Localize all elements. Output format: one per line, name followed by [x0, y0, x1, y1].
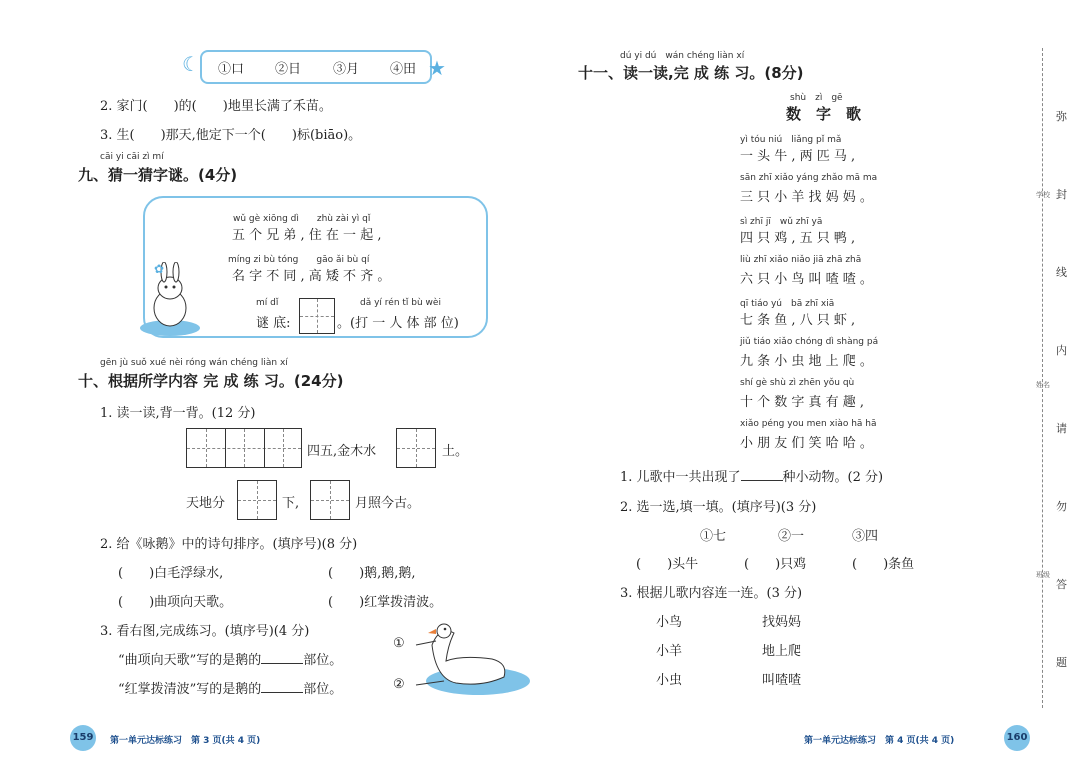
riddle-hint: 。(打 一 人 体 部 位) [337, 316, 459, 331]
match-right-item[interactable]: 找妈妈 [762, 615, 802, 630]
page-number-left: 159 [70, 725, 96, 751]
r-question-3: 3. 根据儿歌内容连一连。(3 分) [620, 586, 803, 601]
r-question-1: 1. 儿歌中一共出现了 种小动物。(2 分) [620, 470, 884, 485]
goose-question-2: “红掌拨清波”写的是鹅的 部位。 [118, 682, 343, 697]
song-line: 一 头 牛 , 两 匹 马 , [740, 149, 856, 164]
footer-left: 第一单元达标练习 第 3 页(共 4 页) [110, 736, 261, 746]
riddle-line1: 五 个 兄 弟 , 住 在 一 起 , [232, 228, 382, 243]
choice-2: ②一 [778, 529, 805, 544]
r-question-2: 2. 选一选,填一填。(填序号)(3 分) [620, 500, 817, 515]
recite-box-2[interactable] [396, 428, 436, 468]
seal-label: 内 [1056, 344, 1067, 357]
riddle-answer-box[interactable] [299, 298, 335, 334]
song-line-pinyin: yì tóu niú liǎng pǐ mǎ [740, 135, 842, 145]
match-left-item[interactable]: 小羊 [656, 644, 683, 659]
poem-line-c: ( )曲项向天歌。 [118, 595, 233, 610]
poem-line-a: ( )白毛浮绿水, [118, 566, 224, 581]
song-line-pinyin: xiǎo péng you men xiào hā hā [740, 419, 877, 429]
recite-box-3[interactable] [237, 480, 277, 520]
riddle-answer-label: 谜 底: [256, 316, 291, 331]
seal-field-label: 姓名 [1036, 381, 1050, 389]
star-icon: ★ [428, 56, 446, 80]
fill-1[interactable]: ( )头牛 [636, 557, 699, 572]
song-line: 七 条 鱼 , 八 只 虾 , [740, 313, 856, 328]
seal-field-label: 学校 [1036, 191, 1050, 199]
option-4: ④田 [390, 62, 417, 77]
riddle-line2-pinyin: míng zi bù tóng gāo ǎi bù qí [228, 255, 370, 265]
match-left-item[interactable]: 小鸟 [656, 615, 683, 630]
song-title: 数 字 歌 [786, 105, 862, 123]
rabbit-illustration [138, 262, 206, 338]
seal-label: 封 [1056, 188, 1067, 201]
question-2: 2. 家门( )的( )地里长满了禾苗。 [100, 99, 332, 114]
goose-marker-2: ② [393, 677, 405, 692]
goose-illustration [392, 615, 532, 697]
song-line-pinyin: jiǔ tiáo xiǎo chóng dì shàng pá [740, 337, 879, 347]
song-line: 九 条 小 虫 地 上 爬 。 [740, 354, 873, 369]
s10-question-1: 1. 读一读,背一背。(12 分) [100, 406, 256, 421]
footer-right: 第一单元达标练习 第 4 页(共 4 页) [804, 736, 955, 746]
section9-pinyin: cāi yi cāi zì mí [100, 152, 164, 162]
seal-label: 题 [1056, 656, 1067, 669]
match-right-item[interactable]: 叫喳喳 [762, 673, 802, 688]
seal-label: 弥 [1056, 110, 1067, 123]
fill-3[interactable]: ( )条鱼 [852, 557, 915, 572]
song-line-pinyin: liù zhī xiǎo niǎo jiā zhā zhā [740, 255, 862, 265]
s10-question-3: 3. 看右图,完成练习。(填序号)(4 分) [100, 624, 310, 639]
seal-label: 请 [1056, 422, 1067, 435]
recite-boxes-row1[interactable] [186, 428, 302, 468]
match-left-item[interactable]: 小虫 [656, 673, 683, 688]
choice-1: ①七 [700, 529, 727, 544]
moon-icon: ☾ [182, 52, 200, 76]
song-line: 小 朋 友 们 笑 哈 哈 。 [740, 436, 873, 451]
riddle-hint-pinyin: dǎ yí rén tǐ bù wèi [360, 298, 441, 308]
choice-3: ③四 [852, 529, 879, 544]
song-line: 六 只 小 鸟 叫 喳 喳 。 [740, 272, 873, 287]
s10-question-2: 2. 给《咏鹅》中的诗句排序。(填序号)(8 分) [100, 537, 358, 552]
question-3: 3. 生( )那天,他定下一个( )标(biāo)。 [100, 128, 362, 143]
song-line-pinyin: sān zhī xiǎo yáng zhǎo mā ma [740, 173, 878, 183]
song-line-pinyin: sì zhī jī wǔ zhī yā [740, 217, 823, 227]
match-right-item[interactable]: 地上爬 [762, 644, 802, 659]
section10-title: 十、根据所学内容 完 成 练 习。(24分) [78, 372, 344, 390]
song-line: 三 只 小 羊 找 妈 妈 。 [740, 190, 873, 205]
section10-pinyin: gēn jù suǒ xué nèi róng wán chéng liàn xí [100, 358, 288, 368]
seal-field-label: 班级 [1036, 571, 1050, 579]
recite-box-4[interactable] [310, 480, 350, 520]
recite-text-1b: 土。 [442, 444, 469, 459]
recite-text-2a: 天地分 [186, 496, 226, 511]
song-line: 十 个 数 字 真 有 趣 , [740, 395, 865, 410]
seal-label: 线 [1056, 266, 1067, 279]
section11-title: 十一、读一读,完 成 练 习。(8分) [578, 64, 804, 82]
song-line-pinyin: shí gè shù zì zhēn yǒu qù [740, 378, 855, 388]
seal-label: 答 [1056, 578, 1067, 591]
section9-title: 九、猜一猜字谜。(4分) [78, 166, 238, 184]
riddle-answer-pinyin: mí dǐ [256, 298, 279, 308]
option-3: ③月 [333, 62, 360, 77]
butterfly-icon: ✿ [154, 262, 165, 276]
poem-line-d: ( )红掌拨清波。 [328, 595, 443, 610]
poem-line-b: ( )鹅,鹅,鹅, [328, 566, 416, 581]
goose-question-1: “曲项向天歌”写的是鹅的 部位。 [118, 653, 343, 668]
riddle-line2: 名 字 不 同 , 高 矮 不 齐 。 [232, 269, 391, 284]
recite-text-2c: 月照今古。 [355, 496, 421, 511]
option-1: ①口 [218, 62, 245, 77]
seal-label: 勿 [1056, 500, 1067, 513]
option-2: ②日 [275, 62, 302, 77]
song-title-pinyin: shù zì gē [790, 93, 843, 103]
page-number-right: 160 [1004, 725, 1030, 751]
fill-2[interactable]: ( )只鸡 [744, 557, 807, 572]
section11-pinyin: dú yi dú wán chéng liàn xí [620, 51, 745, 61]
recite-text-1a: 四五,金木水 [307, 444, 377, 459]
riddle-line1-pinyin: wǔ gè xiōng dì zhù zài yì qǐ [233, 214, 371, 224]
goose-marker-1: ① [393, 636, 405, 651]
song-line-pinyin: qī tiáo yú bā zhī xiā [740, 299, 835, 309]
song-line: 四 只 鸡 , 五 只 鸭 , [740, 231, 856, 246]
seal-line [1042, 48, 1043, 708]
recite-text-2b: 下, [282, 496, 300, 511]
